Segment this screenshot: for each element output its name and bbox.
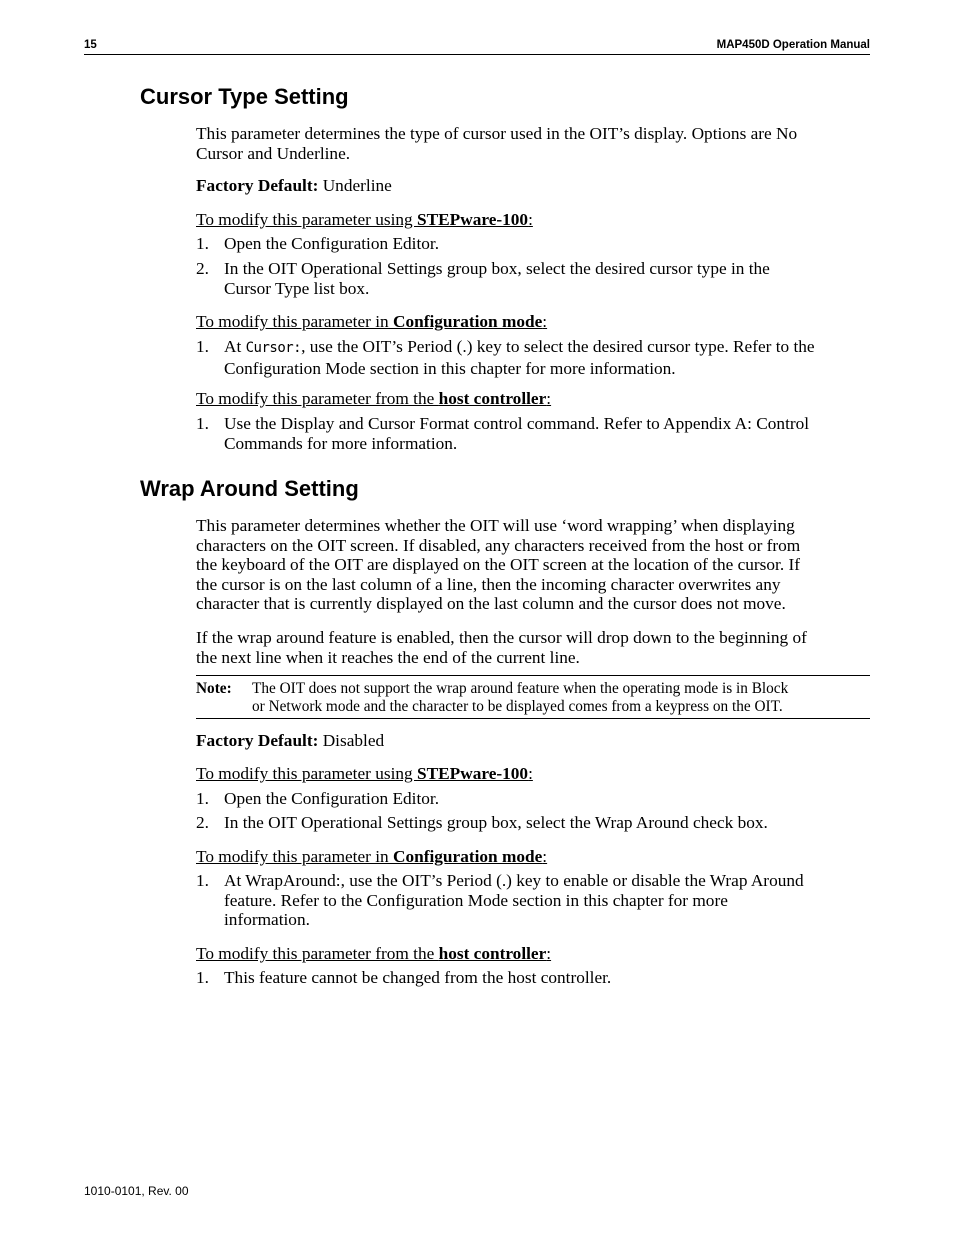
text-line: The OIT does not support the wrap around feature when the operating mode is in Block — [252, 680, 789, 697]
list-text: This feature cannot be changed from the host controller. — [224, 968, 612, 987]
list-number: 1. — [196, 337, 209, 356]
subheading-colon: : — [546, 389, 552, 408]
list-item — [196, 234, 870, 254]
list-item — [196, 813, 870, 833]
subheading-colon: : — [542, 312, 548, 331]
text-line: This parameter determines whether the OIT will use ‘word wrapping’ when displaying — [196, 516, 795, 535]
text-line: character that is currently displayed on the last column and the cursor does not move. — [196, 594, 786, 614]
subheading-text: To modify this parameter in — [196, 847, 393, 866]
list-text: Commands for more information. — [224, 433, 458, 453]
text-fragment: , use the OIT’s Period (.) key to select the desired cursor type. Refer to the — [301, 337, 815, 356]
wrap-paragraph-1 — [196, 516, 870, 614]
subheading-colon: : — [528, 764, 533, 783]
list-number: 1. — [196, 789, 209, 808]
manual-title: MAP450D Operation Manual — [716, 39, 870, 51]
subheading-text: To modify this parameter using — [196, 210, 418, 229]
list-item — [196, 337, 870, 378]
text-line: characters on the OIT screen. If disabled, any characters received from the host or from — [196, 535, 801, 555]
list-number: 2. — [196, 259, 209, 278]
list-text: In the OIT Operational Settings group box, select the Wrap Around check box. — [224, 813, 768, 832]
config-mode-label: Configuration mode — [393, 312, 543, 331]
wrap-stepware-heading — [196, 764, 870, 784]
list-item — [196, 414, 870, 453]
host-controller-label: host controller — [438, 389, 547, 408]
text-line: the cursor is on the last column of a line, then the incoming character overwrites any — [196, 574, 781, 594]
list-number: 1. — [196, 871, 209, 890]
text-line: This parameter determines the type of cursor used in the OIT’s display. Options are No — [196, 124, 798, 143]
list-text: feature. Refer to the Configuration Mode section in this chapter for more — [224, 890, 728, 910]
list-text: Configuration Mode section in this chapter for more information. — [224, 358, 676, 378]
list-number: 1. — [196, 968, 209, 987]
list-text: Open the Configuration Editor. — [224, 234, 440, 253]
text-line: or Network mode and the character to be displayed comes from a keypress on the OIT. — [252, 698, 783, 715]
list-text — [224, 337, 870, 359]
subheading-colon: : — [542, 847, 548, 866]
list-item — [196, 968, 870, 988]
text-line: If the wrap around feature is enabled, then the cursor will drop down to the beginning of — [196, 628, 807, 647]
factory-default-value: Underline — [322, 176, 392, 195]
page-header — [84, 38, 870, 55]
section-heading-wrap-around: Wrap Around Setting — [140, 476, 359, 501]
list-text: In the OIT Operational Settings group box, select the desired cursor type in the — [224, 259, 770, 278]
section-heading-cursor-type: Cursor Type Setting — [140, 84, 349, 109]
subheading-colon: : — [528, 210, 533, 229]
footer-doc-id: 1010-0101, Rev. 00 — [84, 1184, 189, 1198]
factory-default-value: Disabled — [322, 731, 385, 750]
lcd-prompt-text: Cursor: — [245, 340, 302, 356]
text-line: the keyboard of the OIT are displayed on the OIT screen at the location of the cursor. If — [196, 555, 800, 575]
text-fragment: At — [224, 337, 246, 356]
cursor-factory-default — [196, 176, 870, 196]
subheading-text: To modify this parameter from the — [196, 389, 439, 408]
factory-default-label: Factory Default: — [196, 176, 319, 195]
stepware-link: STEPware-100 — [417, 210, 529, 229]
wrap-host-heading — [196, 944, 870, 964]
note-label: Note: — [196, 680, 232, 697]
subheading-colon: : — [546, 944, 552, 963]
list-number: 1. — [196, 414, 209, 433]
cursor-stepware-heading — [196, 210, 870, 230]
subheading-text: To modify this parameter from the — [196, 944, 439, 963]
wrap-factory-default — [196, 731, 870, 751]
page-number: 15 — [84, 39, 97, 51]
config-mode-label: Configuration mode — [393, 847, 543, 866]
cursor-config-heading — [196, 312, 870, 332]
subheading-text: To modify this parameter using — [196, 764, 418, 783]
wrap-config-heading — [196, 847, 870, 867]
factory-default-label: Factory Default: — [196, 731, 319, 750]
list-text: information. — [224, 910, 310, 930]
subheading-text: To modify this parameter in — [196, 312, 393, 331]
text-line: Cursor and Underline. — [196, 143, 351, 163]
note-text — [252, 680, 868, 716]
list-text: Open the Configuration Editor. — [224, 789, 440, 808]
list-text: Cursor Type list box. — [224, 278, 370, 298]
wrap-paragraph-2 — [196, 628, 870, 667]
list-number: 2. — [196, 813, 209, 832]
list-text: At WrapAround:, use the OIT’s Period (.) key to enable or disable the Wrap Around — [224, 871, 804, 890]
cursor-host-heading — [196, 389, 870, 409]
list-text: Use the Display and Cursor Format control command. Refer to Appendix A: Control — [224, 414, 810, 433]
stepware-link: STEPware-100 — [417, 764, 529, 783]
cursor-intro-paragraph — [196, 124, 870, 163]
list-item — [196, 871, 870, 930]
list-item — [196, 789, 870, 809]
note-box — [196, 675, 870, 719]
list-item — [196, 259, 870, 298]
text-line: the next line when it reaches the end of the current line. — [196, 647, 580, 667]
list-number: 1. — [196, 234, 209, 253]
host-controller-label: host controller — [438, 944, 547, 963]
